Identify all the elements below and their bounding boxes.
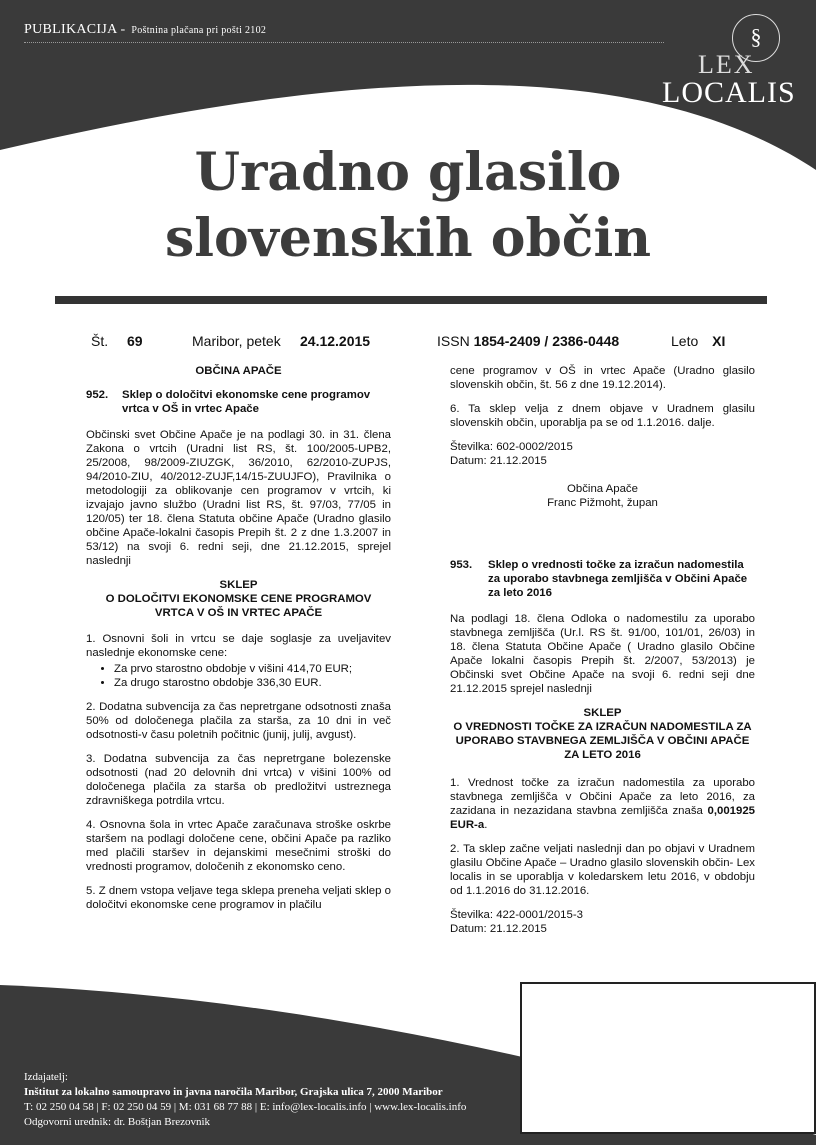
publisher-label: Izdajatelj: [24,1071,68,1083]
right-column [450,364,755,936]
paragraph-5: 5. Z dnem vstopa veljave tega sklepa preneha veljati sklep o določitvi ekonomske cene programov in plačilu [86,885,391,911]
signature-name: Franc Pižmoht, župan [547,497,658,509]
item-952-heading [86,388,391,416]
editor-line: Odgovorni urednik: dr. Boštjan Brezovnik [24,1116,211,1128]
paragraph-3: 3. Dodatna subvencija za čas nepretrgane bolezenske odsotnosti (nad 20 delovnih dni vrtca) v višini 100% od določenega plačila za starša ob predložitvi ustreznega zdravniškega potrdila vrtcu. [86,753,391,807]
point-value: 0,001925 EUR-a [450,805,755,831]
postage-note: Poštnina plačana pri pošti 2102 [131,25,267,36]
item-953-heading [450,558,755,600]
sklep-subtitle-1: O DOLOČITVI EKONOMSKE CENE PROGRAMOV [105,593,372,605]
sklep-title: SKLEP [583,707,622,719]
signature-org: Občina Apače [567,483,638,495]
issn-label: ISSN [437,333,470,349]
issue-date: 24.12.2015 [300,333,371,349]
list-item: • Za prvo starostno obdobje v višini 414,70 EUR; [114,662,391,676]
date-line-2: Datum: 21.12.2015 [450,923,547,935]
publisher-name: Inštitut za lokalno samoupravo in javna naročila Maribor, Grajska ulica 7, 2000 Maribor [24,1086,443,1098]
leto-label: Leto [671,333,699,349]
paragraph-2: 2. Ta sklep začne veljati naslednji dan po objavi v Uradnem glasilu Občine Apače – Uradno glasilo slovenskih občin- Lex localis in se uporablja v koledarskem letu 2016, v obdobju od 1.1.2016 do 31.12.2016. [450,843,755,897]
issn [437,333,619,349]
title-rule [55,296,767,304]
issn-value: 1854-2409 / 2386-0448 [473,333,620,349]
paragraph-4: 4. Osnovna šola in vrtec Apače zaračunava stroške oskrbe staršem na podlagi določene cene, občini Apače pa razliko med plačili staršev in dejanskimi mesečnimi stroški do vrednosti programov, določenih z ekonomsko ceno. [86,819,391,873]
paragraph-1: 1. Osnovni šoli in vrtcu se daje soglasje za uveljavitev naslednje ekonomske cene: [86,633,391,659]
sklep-subtitle: O VREDNOSTI TOČKE ZA IZRAČUN NADOMESTILA ZA UPORABO STAVBNEGA ZEMLJIŠČA V OBČINI APAČE ZA LETO 2016 [453,721,752,761]
list-item: • Za drugo starostno obdobje 336,30 EUR. [114,676,391,690]
logo-localis: LOCALIS [662,76,796,109]
title-line-2: slovenskih občin [164,208,652,269]
item-number: 953. [450,559,473,571]
item-953-intro: Na podlagi 18. člena Odloka o nadomestilu za uporabo stavbnega zemljišča (Ur.l. RS št. 91/00, 101/01, 26/03) in 18. člena Statuta Občine Apače ( Uradno glasilo Občine Apače lokalni časopis Prepih št. 2/2007, 53/2013) je Občinski svet Občine Apače na svoji 6. redni seji dne 21.12.2015 sprejel naslednji [450,613,755,695]
lex-localis-logo [662,12,802,109]
leto-value: XI [712,333,726,349]
footer-text [24,1070,466,1130]
logo-lex: LEX [698,50,755,79]
number-line-2: Številka: 422-0001/2015-3 [450,909,583,921]
page-title [0,140,816,272]
sklep-heading [86,578,391,620]
item-title: Sklep o določitvi ekonomske cene programov vrtca v OŠ in vrtec Apače [122,389,371,415]
date-line-1: Datum: 21.12.2015 [450,455,547,467]
sklep-subtitle-2: VRTCA V OŠ IN VRTEC APAČE [154,607,323,619]
sklep-title: SKLEP [219,579,258,591]
issue-st-label: Št. [91,333,109,349]
municipality-heading: OBČINA APAČE [195,365,282,377]
paragraph-2: 2. Dodatna subvencija za čas nepretrgane odsotnosti znaša 50% od določenega plačila za starša, za 10 dni in več odsotnosti-v času poletnih počitnic (junij, julij, avgust). [86,701,391,741]
paragraph-1: 1. Vrednost točke za izračun nadomestila za uporabo stavbnega zemljišča v Občini Apače za leto 2016, za zazidana in nezazidana stavbna zemljišča znaša 0,001925 EUR-a. [450,777,755,831]
address-box [520,982,816,1134]
leto [671,333,725,349]
title-line-1: Uradno glasilo [194,142,622,203]
section-sign-icon: § [732,14,780,62]
paragraph-6: 6. Ta sklep velja z dnem objave v Uradnem glasilu slovenskih občin, uporablja pa se od 1.1.2016. dalje. [450,403,755,429]
publication-label: PUBLIKACIJA - [24,22,126,37]
sklep-heading [450,706,755,762]
item-title: Sklep o vrednosti točke za izračun nadomestila za uporabo stavbnega zemljišča v Občini Apače za leto 2016 [488,559,748,599]
issue-number: 69 [127,333,143,349]
continued-paragraph: cene programov v OŠ in vrtec Apače (Uradno glasilo slovenskih občin, št. 56 z dne 19.12.2014). [450,365,755,391]
number-line-1: Številka: 602-0002/2015 [450,441,573,453]
item-number: 952. [86,389,109,401]
left-column [86,364,391,922]
issue-place-day: Maribor, petek [192,333,281,349]
dotted-divider [24,42,664,43]
contact-line: T: 02 250 04 58 | F: 02 250 04 59 | M: 031 68 77 88 | E: info@lex-localis.info | www.lex-localis.info [24,1101,467,1113]
item-952-intro: Občinski svet Občine Apače je na podlagi 30. in 31. člena Zakona o vrtcih (Uradni list RS, št. 100/2005-UPB2, 25/2008, 98/2009-ZIUZGK, 36/2010, 62/2010-ZUPJS, 94/2010-ZIU, 40/2012-ZUJF,14/15-ZUUJFO), Pravilnika o metodologiji za oblikovanje cen programov v vrtcih, ki izvajajo javno službo (Uradni list RS, št. 97/03, 77/05 in 120/05) ter 18. člena Statuta občine Apače (Uradno glasilo občine Apače-lokalni časopis Prepih št. 2 z dne 1.3.2007 in 53/12) na svoji 6. redni seji, dne 21.12.2015, sprejel naslednji [86,429,391,567]
publication-line [24,22,266,38]
price-list [86,662,391,690]
